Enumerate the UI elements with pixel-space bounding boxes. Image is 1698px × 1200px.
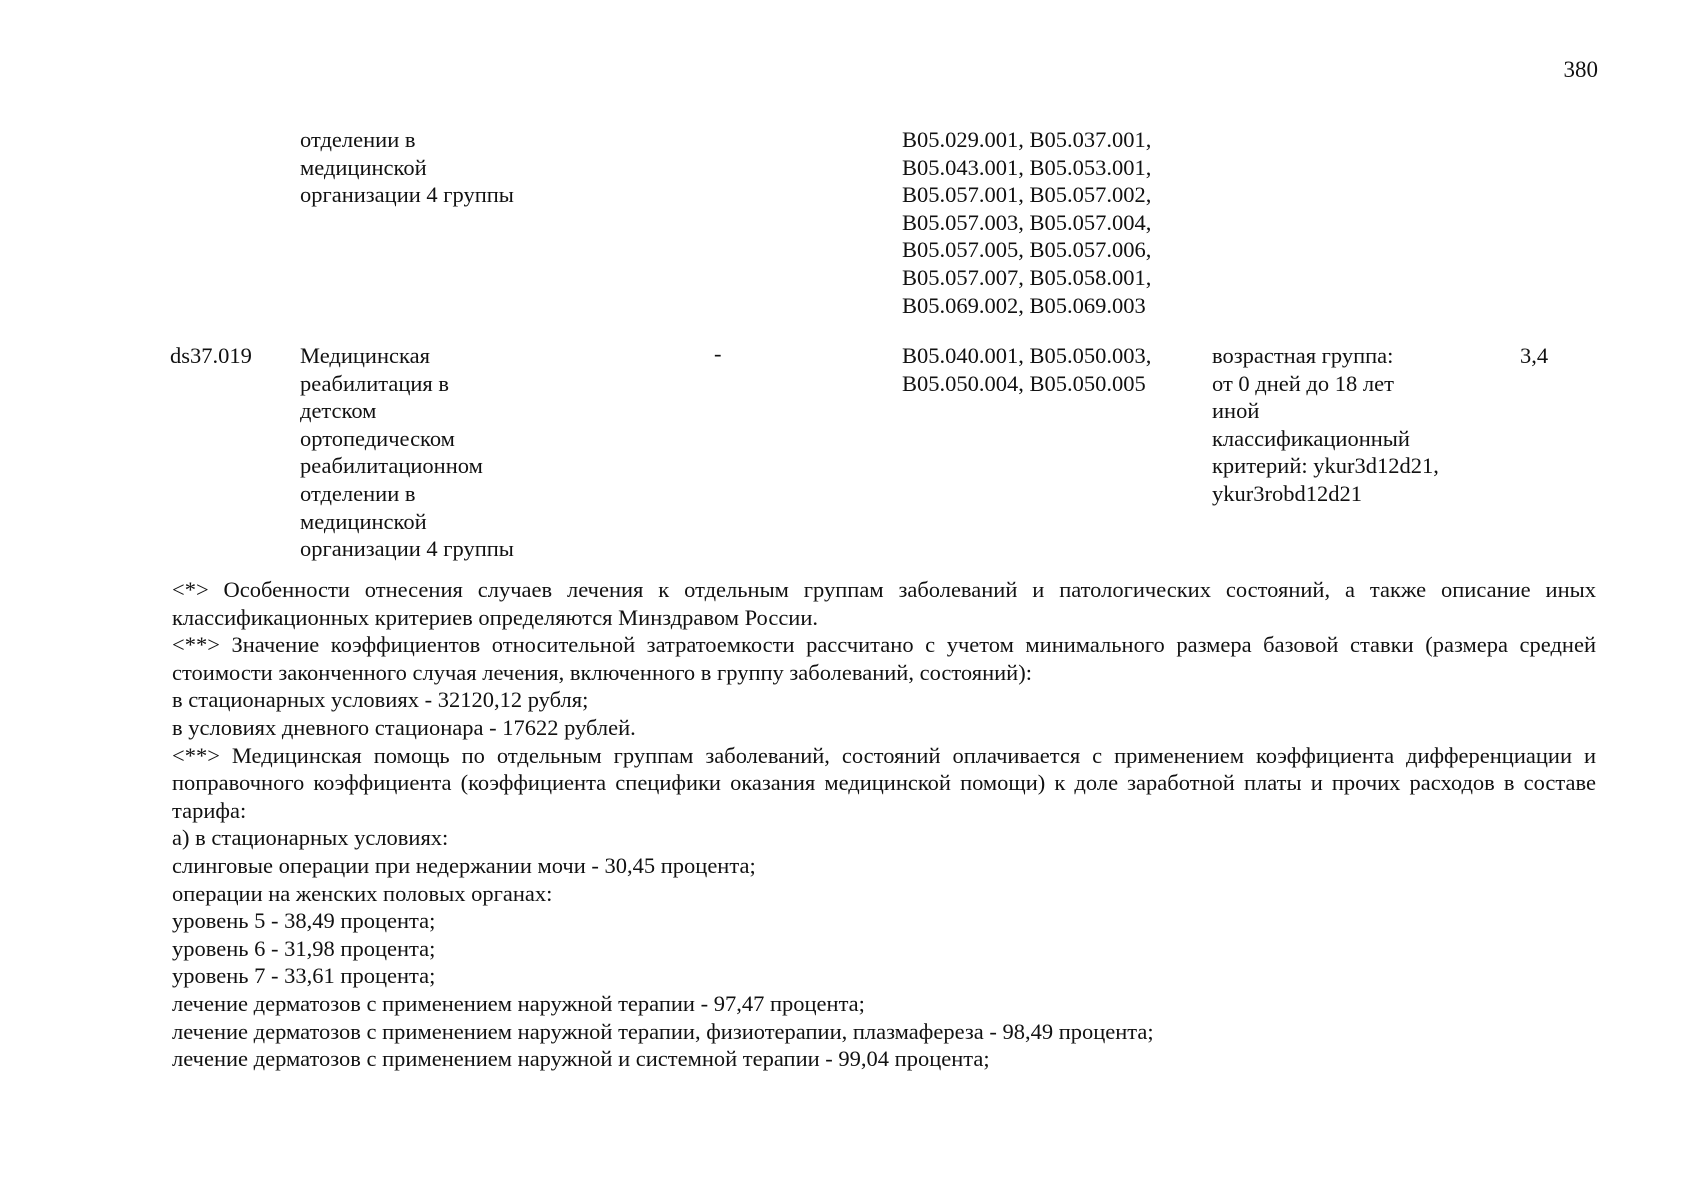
footnote-paragraph: <*> Особенности отнесения случаев лечения к отдельным группам заболеваний и патологических состояний, а также описание иных классификационных критериев определяются Минздравом России. [172, 577, 1596, 630]
table-cell-coefficient: 3,4 [1520, 343, 1549, 368]
footnote-line: в условиях дневного стационара - 17622 рублей. [172, 714, 636, 740]
table-cell-group-code: ds37.019 [170, 343, 252, 368]
footnote-line: уровень 5 - 38,49 процента; [172, 908, 436, 934]
table-cell-group-name: Медицинская реабилитация в детском ортопедическом реабилитационном отделении в медицинской организации 4 группы [300, 343, 514, 562]
page-number: 380 [1563, 57, 1598, 82]
footnote-line: операции на женских половых органах: [172, 880, 553, 906]
footnote-line: лечение дерматозов с применением наружной и системной терапии - 99,04 процента; [172, 1046, 990, 1072]
footnote-line: лечение дерматозов с применением наружной терапии - 97,47 процента; [172, 990, 865, 1016]
footnotes [172, 576, 1596, 1073]
footnote-line: слинговые операции при недержании мочи - 30,45 процента; [172, 852, 756, 878]
footnote-line: уровень 7 - 33,61 процента; [172, 963, 436, 989]
footnote-line: уровень 6 - 31,98 процента; [172, 935, 436, 961]
footnote-line: а) в стационарных условиях: [172, 825, 449, 851]
table-cell-name-continued: отделении в медицинской организации 4 группы [300, 127, 514, 208]
table-cell-diagnosis: - [714, 341, 722, 366]
footnote-paragraph: <**> Значение коэффициентов относительной затратоемкости рассчитано с учетом минимального размера базовой ставки (размера средней стоимости законченного случая лечения, включенного в группу заболеваний, состояний): [172, 632, 1596, 685]
table-cell-service-codes: B05.040.001, B05.050.003, B05.050.004, B05.050.005 [902, 343, 1152, 396]
table-cell-criteria: возрастная группа: от 0 дней до 18 лет иной классификационный критерий: ykur3d12d21, ykur3robd12d21 [1212, 343, 1439, 506]
footnote-line: в стационарных условиях - 32120,12 рубля; [172, 687, 589, 713]
footnote-line: лечение дерматозов с применением наружной терапии, физиотерапии, плазмафереза - 98,49 процента; [172, 1018, 1154, 1044]
footnote-paragraph: <**> Медицинская помощь по отдельным группам заболеваний, состояний оплачивается с применением коэффициента дифференциации и поправочного коэффициента (коэффициента специфики оказания медицинской помощи) к доле заработной платы и прочих расходов в составе тарифа: [172, 742, 1596, 823]
table-cell-codes-continued: B05.029.001, B05.037.001, B05.043.001, B05.053.001, B05.057.001, B05.057.002, B05.057.003, B05.057.004, B05.057.005, B05.057.006, B05.057.007, B05.058.001, B05.069.002, B05.069.003 [902, 127, 1152, 318]
